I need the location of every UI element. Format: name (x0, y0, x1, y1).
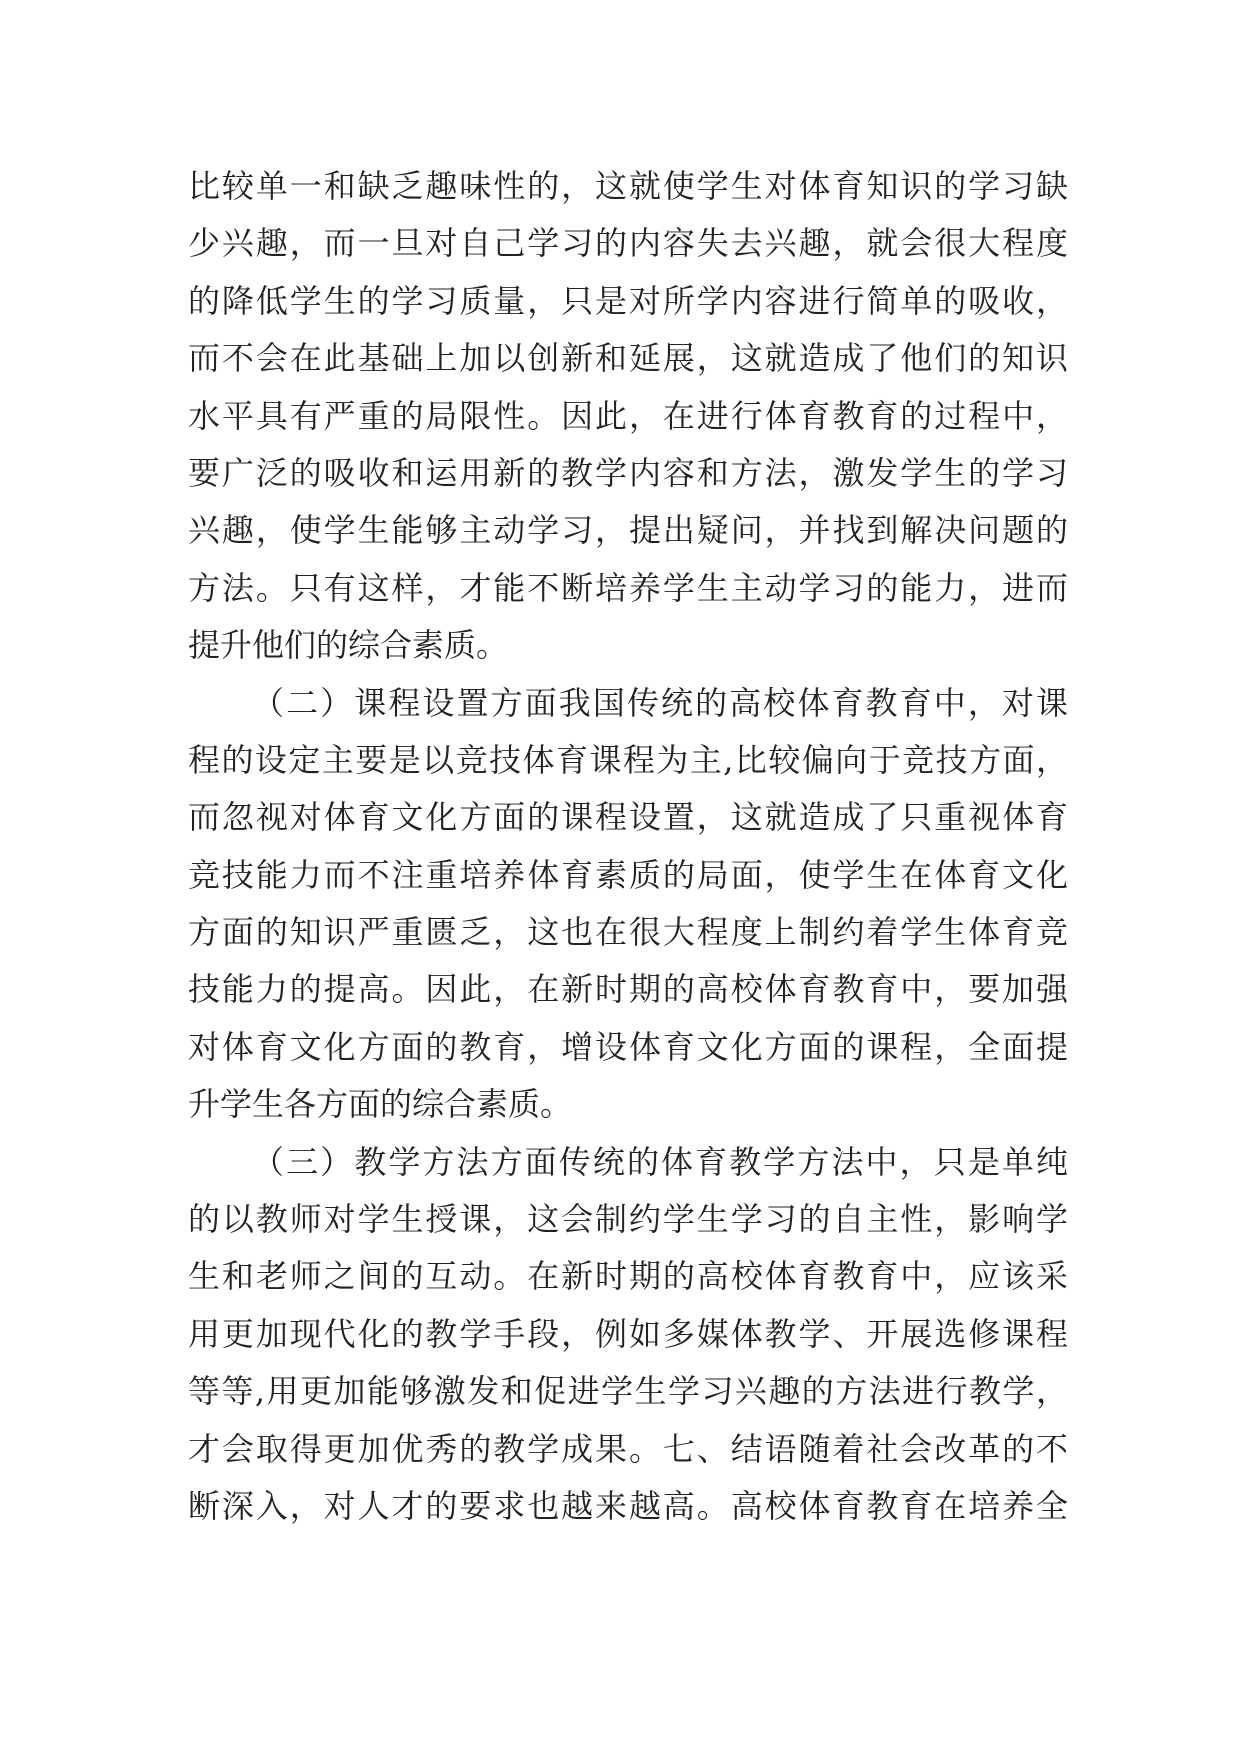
text-line: 比较单一和缺乏趣味性的，这就使学生对体育知识的学习缺 (188, 167, 1068, 205)
text-line: 升学生各方面的综合素质。 (188, 1085, 573, 1124)
text-line: 断深入，对人才的要求也越来越高。高校体育教育在培养全 (188, 1486, 1068, 1525)
text-line: 方法。只有这样，才能不断培养学生主动学习的能力，进而 (188, 568, 1068, 607)
paragraph-1 (188, 158, 1068, 675)
paragraph-3 (188, 1134, 1068, 1536)
text-line: 提升他们的综合素质。 (188, 626, 509, 665)
text-line: （三）教学方法方面传统的体育教学方法中，只是单纯 (252, 1142, 1068, 1181)
text-line: 程的设定主要是以竞技体育课程为主,比较偏向于竞技方面， (188, 740, 1068, 779)
text-line: 竞技能力而不注重培养体育素质的局面，使学生在体育文化 (188, 855, 1068, 894)
text-line: 等等,用更加能够激发和促进学生学习兴趣的方法进行教学， (188, 1372, 1068, 1411)
text-line: 要广泛的吸收和运用新的教学内容和方法，激发学生的学习 (188, 453, 1068, 492)
text-line: 对体育文化方面的教育，增设体育文化方面的课程，全面提 (188, 1027, 1068, 1066)
text-line: 的以教师对学生授课，这会制约学生学习的自主性，影响学 (188, 1200, 1068, 1239)
text-line: （二）课程设置方面我国传统的高校体育教育中，对课 (252, 683, 1068, 722)
text-line: 而不会在此基础上加以创新和延展，这就造成了他们的知识 (188, 339, 1068, 378)
text-line: 兴趣，使学生能够主动学习，提出疑问，并找到解决问题的 (188, 511, 1068, 550)
text-line: 水平具有严重的局限性。因此，在进行体育教育的过程中， (188, 396, 1068, 435)
paragraph-2 (188, 675, 1068, 1134)
text-line: 技能力的提高。因此，在新时期的高校体育教育中，要加强 (188, 970, 1068, 1009)
text-line: 生和老师之间的互动。在新时期的高校体育教育中，应该采 (188, 1257, 1068, 1296)
text-line: 方面的知识严重匮乏，这也在很大程度上制约着学生体育竞 (188, 913, 1068, 952)
text-line: 用更加现代化的教学手段，例如多媒体教学、开展选修课程 (188, 1314, 1068, 1353)
text-line: 少兴趣，而一旦对自己学习的内容失去兴趣，就会很大程度 (188, 224, 1068, 263)
document-body (188, 158, 1068, 1535)
text-line: 才会取得更加优秀的教学成果。七、结语随着社会改革的不 (188, 1429, 1068, 1468)
text-line: 的降低学生的学习质量，只是对所学内容进行简单的吸收， (188, 281, 1068, 320)
text-line: 而忽视对体育文化方面的课程设置，这就造成了只重视体育 (188, 798, 1068, 837)
